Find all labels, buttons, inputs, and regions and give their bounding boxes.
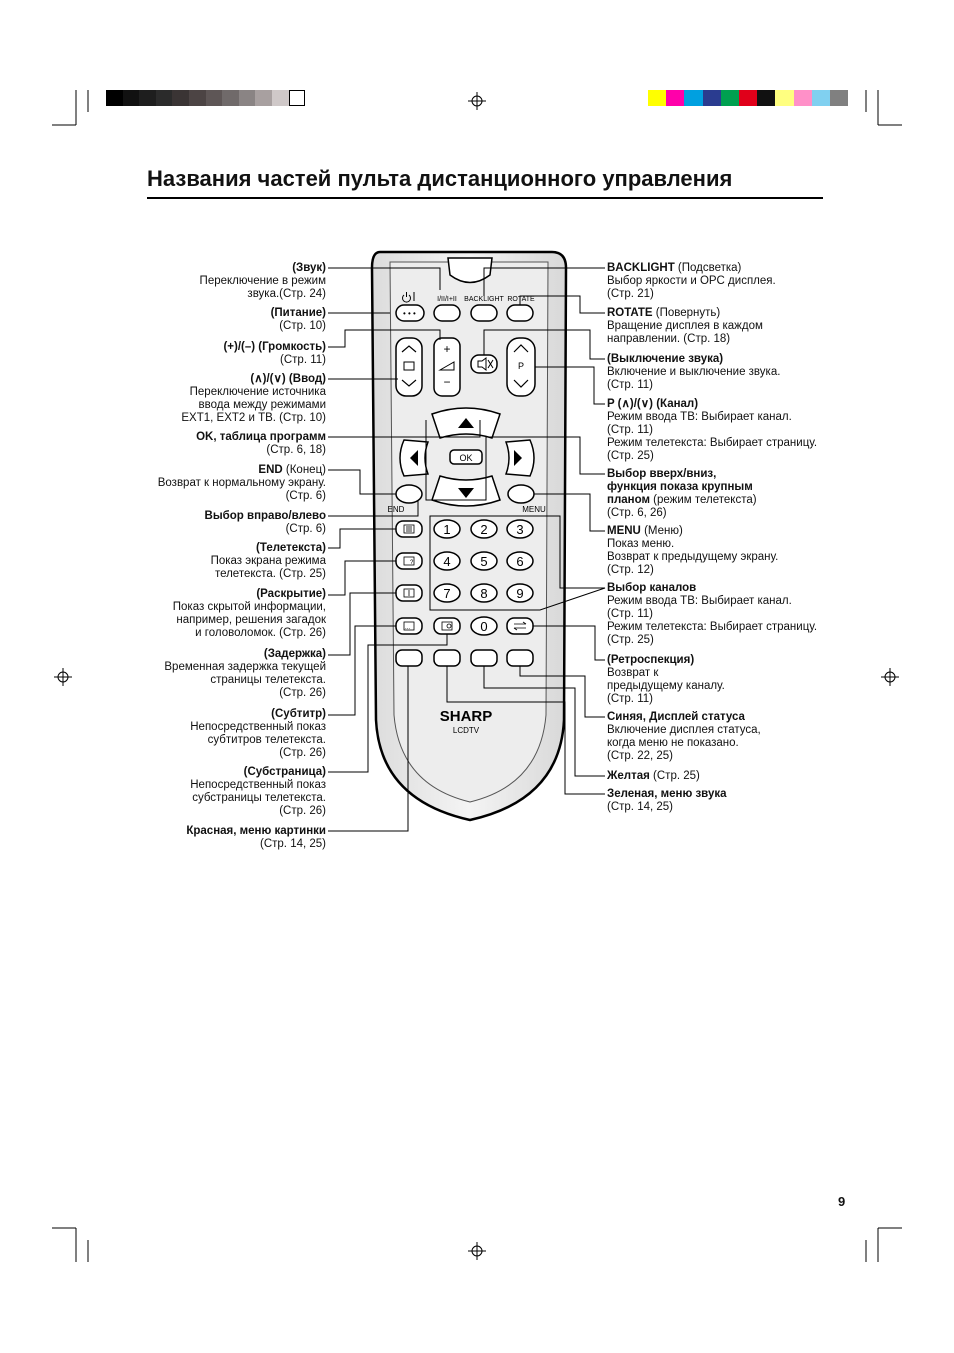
ok-key-label: OK bbox=[459, 453, 473, 463]
label-heading-3: планом bbox=[607, 494, 650, 506]
label-line: Возврат к нормальному экрану. bbox=[157, 477, 326, 489]
label-heading-2: функция показа крупным bbox=[607, 481, 753, 493]
label-line: Режим телетекста: Выбирает страницу. bbox=[607, 437, 818, 449]
right-label-blue bbox=[607, 711, 867, 763]
label-line: (Стр. 6, 26) bbox=[607, 507, 667, 519]
label-heading: Красная, меню картинки bbox=[186, 825, 326, 837]
label-extra: (Повернуть) bbox=[652, 307, 721, 319]
label-heading: (Задержка) bbox=[263, 648, 326, 660]
label-heading: Желтая bbox=[607, 770, 650, 782]
label-heading: Зеленая, меню звука bbox=[607, 788, 727, 800]
label-line: (Стр. 26) bbox=[279, 805, 326, 817]
left-label-power bbox=[126, 307, 326, 333]
digit-3-label: 3 bbox=[516, 522, 524, 537]
label-line: (Стр. 6) bbox=[285, 490, 326, 502]
label-heading: ROTATE bbox=[607, 307, 653, 319]
label-line: субстраницы телетекста. bbox=[192, 792, 326, 804]
label-heading: Синяя, Дисплей статуса bbox=[607, 711, 745, 723]
label-line: (Стр. 22, 25) bbox=[607, 750, 673, 762]
label-line: предыдущему каналу. bbox=[607, 680, 725, 692]
page-title: Названия частей пульта дистанционного управления bbox=[147, 166, 733, 191]
svg-text:+: + bbox=[443, 342, 451, 356]
label-line: Переключение в режим bbox=[199, 275, 326, 287]
label-line: (Стр. 26) bbox=[279, 747, 326, 759]
digit-6-label: 6 bbox=[516, 554, 524, 569]
label-line: EXT1, EXT2 и ТВ. (Стр. 10) bbox=[181, 412, 326, 424]
label-line: Вращение дисплея в каждом bbox=[607, 320, 763, 332]
left-label-volume bbox=[126, 341, 326, 367]
right-label-flashback bbox=[607, 654, 867, 706]
red-button bbox=[396, 650, 422, 666]
backlight-button bbox=[471, 305, 497, 321]
label-heading: (Ретроспекция) bbox=[607, 654, 695, 666]
label-line: (Стр. 11) bbox=[607, 424, 653, 436]
label-heading: (∧)/(∨) (Ввод) bbox=[250, 373, 326, 385]
label-heading: (Выключение звука) bbox=[607, 353, 724, 365]
label-heading: (Субтитр) bbox=[271, 708, 326, 720]
label-heading: (Телетекста) bbox=[256, 542, 326, 554]
label-line: ввода между режимами bbox=[198, 399, 326, 411]
right-label-rotate bbox=[607, 307, 867, 346]
label-line: (Стр. 11) bbox=[607, 693, 653, 705]
left-label-sound bbox=[126, 262, 326, 301]
label-line: телетекста. (Стр. 25) bbox=[214, 568, 326, 580]
sound-key-label: I/II/I+II bbox=[437, 296, 457, 303]
flashback-button bbox=[507, 618, 533, 634]
power-dots: • • • bbox=[403, 309, 416, 318]
label-line: (Стр. 10) bbox=[279, 320, 326, 332]
label-heading: END bbox=[258, 464, 283, 476]
label-extra: (Стр. 25) bbox=[649, 770, 700, 782]
label-heading: (Субстраница) bbox=[243, 766, 326, 778]
yellow-button bbox=[471, 650, 497, 666]
label-heading: Выбор вправо/влево bbox=[204, 510, 326, 522]
label-line: (Стр. 21) bbox=[607, 288, 654, 300]
label-heading: (Звук) bbox=[292, 262, 326, 274]
digit-7-label: 7 bbox=[443, 586, 451, 601]
ir-window bbox=[448, 258, 492, 283]
menu-button bbox=[508, 485, 534, 503]
right-label-menu bbox=[607, 525, 867, 577]
model-label: LCDTV bbox=[452, 726, 480, 735]
left-label-left-right bbox=[126, 510, 326, 536]
label-line: Выбор яркости и OPC дисплея. bbox=[607, 275, 776, 287]
label-line: (Стр. 25) bbox=[607, 450, 654, 462]
left-label-hold bbox=[126, 648, 326, 700]
digit-2-label: 2 bbox=[480, 522, 488, 537]
label-line: Возврат к предыдущему экрану. bbox=[607, 551, 779, 563]
right-label-mute bbox=[607, 353, 867, 392]
menu-key-label: MENU bbox=[522, 505, 546, 514]
blue-button bbox=[507, 650, 533, 666]
svg-text:?: ? bbox=[410, 560, 414, 566]
label-line: Режим ввода ТВ: Выбирает канал. bbox=[607, 595, 792, 607]
right-label-channel-select bbox=[607, 582, 867, 647]
mute-button bbox=[471, 355, 497, 373]
label-heading: Выбор каналов bbox=[607, 582, 697, 594]
label-heading: (+)/(–) (Громкость) bbox=[223, 341, 326, 353]
rotate-button bbox=[507, 305, 533, 321]
backlight-key-label: BACKLIGHT bbox=[464, 296, 504, 303]
brand-logo: SHARP bbox=[439, 708, 493, 725]
label-line: страницы телетекста. bbox=[210, 674, 326, 686]
right-label-green bbox=[607, 788, 867, 814]
sound-button bbox=[434, 305, 460, 321]
label-heading: Выбор вверх/вниз, bbox=[607, 468, 717, 480]
digit-4-label: 4 bbox=[443, 554, 451, 569]
label-line: (Стр. 14, 25) bbox=[607, 801, 673, 813]
right-label-backlight bbox=[607, 262, 867, 301]
label-line: (Стр. 14, 25) bbox=[260, 838, 326, 850]
svg-text:−: − bbox=[443, 375, 451, 389]
label-line: (Стр. 6, 18) bbox=[266, 444, 326, 456]
end-key-label: END bbox=[387, 505, 405, 514]
digit-9-label: 9 bbox=[516, 586, 524, 601]
digit-5-label: 5 bbox=[480, 554, 488, 569]
label-line: звука.(Стр. 24) bbox=[247, 288, 326, 300]
label-line: Включение и выключение звука. bbox=[607, 366, 781, 378]
label-line: когда меню не показано. bbox=[607, 737, 739, 749]
channel-p-label: P bbox=[517, 361, 525, 371]
right-label-up-down bbox=[607, 468, 867, 520]
label-heading: MENU bbox=[607, 525, 641, 537]
rotate-key-label: ROTATE bbox=[507, 296, 535, 303]
label-line: Непосредственный показ bbox=[190, 721, 326, 733]
svg-text:...: ... bbox=[405, 625, 411, 631]
label-heading: (Раскрытие) bbox=[256, 588, 326, 600]
label-line: Включение дисплея статуса, bbox=[607, 724, 761, 736]
label-line: Переключение источника bbox=[189, 386, 326, 398]
label-line: (Стр. 11) bbox=[607, 379, 653, 391]
label-line: субтитров телетекста. bbox=[207, 734, 326, 746]
label-heading: OK, таблица программ bbox=[196, 431, 326, 443]
label-line: (Стр. 26) bbox=[279, 687, 326, 699]
label-line: (Стр. 11) bbox=[280, 354, 326, 366]
left-label-reveal bbox=[126, 588, 326, 640]
left-label-teletext bbox=[126, 542, 326, 581]
left-label-ok bbox=[126, 431, 326, 457]
label-line: Режим ввода ТВ: Выбирает канал. bbox=[607, 411, 792, 423]
label-heading: (Питание) bbox=[270, 307, 326, 319]
label-line: Временная задержка текущей bbox=[164, 661, 326, 673]
reveal-button bbox=[396, 553, 422, 569]
label-line: и головоломок. (Стр. 26) bbox=[195, 627, 326, 639]
label-line: Возврат к bbox=[607, 667, 659, 679]
left-label-end bbox=[126, 464, 326, 503]
page-number: 9 bbox=[838, 1194, 846, 1209]
left-label-subpage bbox=[126, 766, 326, 818]
label-line: Показ меню. bbox=[607, 538, 675, 550]
digit-1-label: 1 bbox=[443, 522, 451, 537]
label-extra: (режим телетекста) bbox=[649, 494, 757, 506]
digit-8-label: 8 bbox=[480, 586, 488, 601]
label-line: (Стр. 6) bbox=[285, 523, 326, 535]
green-button bbox=[434, 650, 460, 666]
label-extra: (Подсветка) bbox=[674, 262, 742, 274]
left-label-input bbox=[126, 373, 326, 425]
label-line: (Стр. 11) bbox=[607, 608, 653, 620]
label-line: Непосредственный показ bbox=[190, 779, 326, 791]
label-line: направлении. (Стр. 18) bbox=[607, 333, 731, 345]
label-extra: (Конец) bbox=[282, 464, 326, 476]
right-label-yellow bbox=[607, 770, 867, 783]
right-label-channel bbox=[607, 398, 867, 463]
label-heading: BACKLIGHT bbox=[607, 262, 675, 274]
label-heading: P (∧)/(∨) (Канал) bbox=[607, 398, 699, 410]
label-line: Режим телетекста: Выбирает страницу. bbox=[607, 621, 818, 633]
label-line: Показ экрана режима bbox=[210, 555, 326, 567]
label-line: например, решения загадок bbox=[176, 614, 326, 626]
label-line: (Стр. 25) bbox=[607, 634, 654, 646]
label-line: Показ скрытой информации, bbox=[172, 601, 326, 613]
label-line: (Стр. 12) bbox=[607, 564, 654, 576]
label-extra: (Меню) bbox=[640, 525, 683, 537]
left-label-subtitle bbox=[126, 708, 326, 760]
digit-0-label: 0 bbox=[480, 619, 488, 634]
left-label-red bbox=[126, 825, 326, 851]
